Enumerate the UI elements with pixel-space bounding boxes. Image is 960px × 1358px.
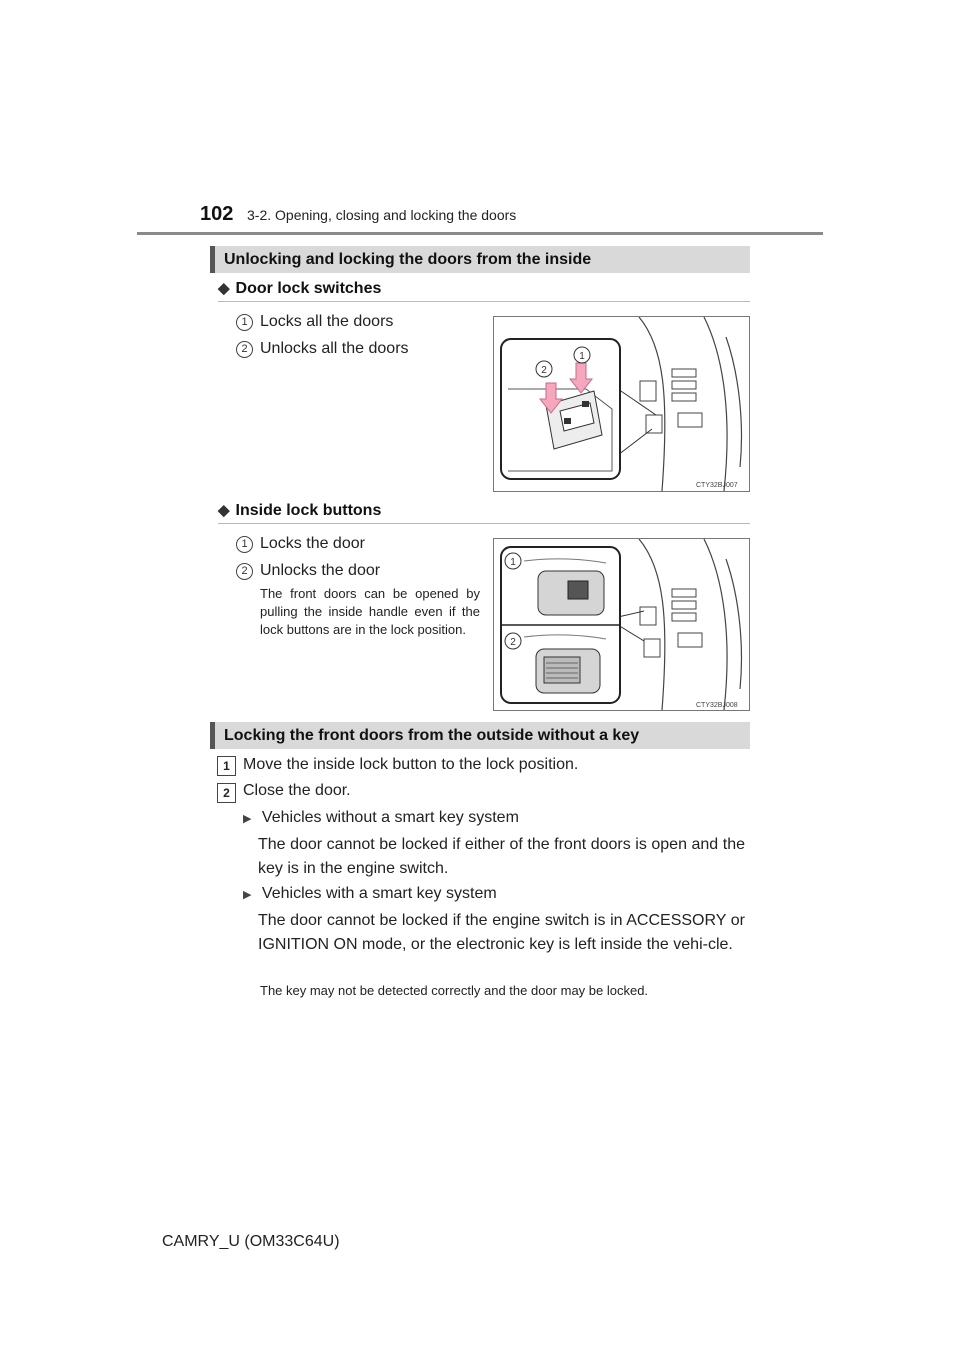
triangle-bullet-icon: ▶ [243,813,252,825]
item-number-1: 1 [236,314,253,331]
inside-handle-note: The front doors can be opened by pulling the inside handle even if the lock buttons are in the lock position. [260,586,480,637]
unlock-glyph [582,401,589,407]
subheading-door-lock-switches: ◆ Door lock switches [218,280,382,297]
item-lock-door: Locks the door [260,535,365,552]
figure-code-1: CTY32BJ007 [696,482,738,489]
item-unlock-all: Unlocks all the doors [260,340,409,357]
subheading-inside-lock-buttons: ◆ Inside lock buttons [218,502,382,519]
diamond-icon: ◆ [218,502,230,519]
item-number-2: 2 [236,341,253,358]
subheading-rule [218,523,750,524]
diamond-icon: ◆ [218,280,230,297]
case-smart-key-text: The door cannot be locked if the engine switch is in ACCESSORY or IGNITION ON mode, or the electronic key is left inside the vehi-cle. [258,912,745,953]
page-number: 102 [200,203,234,225]
figure-code-2: CTY32BJ008 [696,702,738,709]
step-number-1: 1 [217,756,236,776]
door-switch-illustration [494,317,749,491]
lock-button-unlocked [544,657,580,683]
case-no-smart-key: ▶ Vehicles without a smart key system [243,809,519,826]
footer-manual-code: CAMRY_U (OM33C64U) [162,1233,340,1250]
triangle-bullet-icon: ▶ [243,889,252,901]
item-number-1: 1 [236,536,253,553]
figure-inside-lock-buttons [493,538,750,711]
callout-2: 2 [510,637,516,648]
case-smart-key: ▶ Vehicles with a smart key system [243,885,497,902]
callout-2: 2 [541,365,547,376]
callout-1: 1 [510,557,516,568]
lock-button-locked [568,581,588,599]
section-title-inside: Unlocking and locking the doors from the inside [210,246,750,273]
step-number-2: 2 [217,783,236,803]
item-unlock-door: Unlocks the door [260,562,381,579]
callout-1: 1 [579,351,585,362]
lock-glyph [564,418,571,424]
step-close-door: Close the door. [243,782,351,799]
chapter-title: 3-2. Opening, closing and locking the doors [247,207,517,223]
step-move-lock-button: Move the inside lock button to the lock position. [243,756,579,773]
header-rule [137,232,823,235]
lock-button-illustration [494,539,749,710]
item-lock-all: Locks all the doors [260,313,394,330]
item-number-2: 2 [236,563,253,580]
key-detection-note: The key may not be detected correctly and the door may be locked. [260,983,649,998]
case-no-smart-key-text: The door cannot be locked if either of the front doors is open and the key is in the engine switch. [258,836,745,877]
figure-door-lock-switches [493,316,750,492]
section-title-outside: Locking the front doors from the outside without a key [210,722,750,749]
subheading-rule [218,301,750,302]
